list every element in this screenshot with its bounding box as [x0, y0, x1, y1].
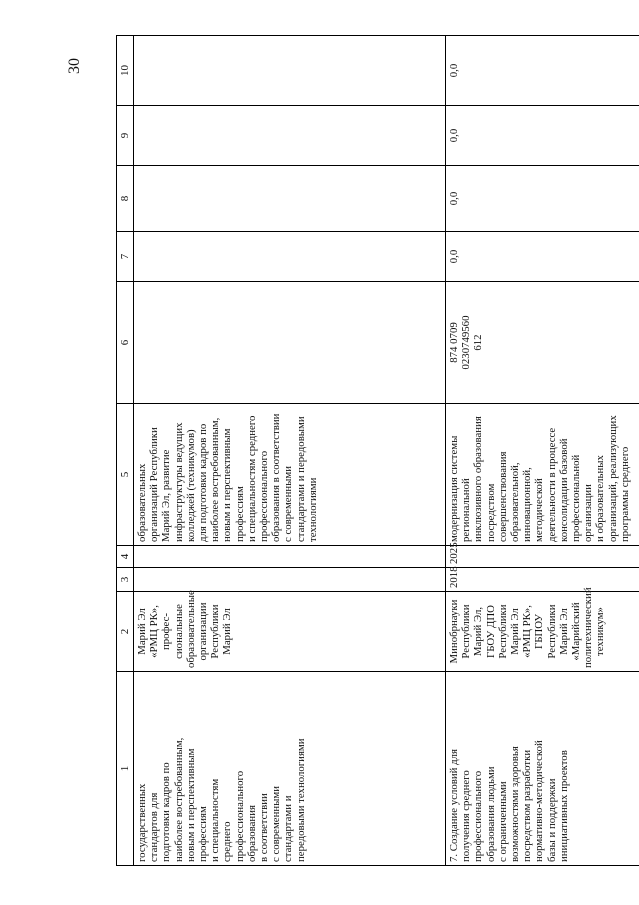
cell-text-line: с ограниченными — [496, 781, 509, 862]
cell-text-line: «Марийский — [570, 602, 583, 661]
col-header-5: 5 — [117, 404, 134, 546]
cell-value-10 — [134, 36, 446, 106]
cell-text-line: ГБОУ ДПО — [484, 605, 497, 658]
cell-end-year — [134, 546, 446, 568]
cell-text-line: профессионального — [233, 770, 246, 862]
cell-text-line: образовательных — [136, 463, 148, 542]
cell-text-line: с современными — [270, 785, 283, 862]
cell-text-line: и специальностям среднего — [245, 415, 258, 542]
cell-text-line: новым и перспективным — [184, 748, 197, 862]
cell-text-line: ГБПОУ — [533, 613, 546, 650]
col-header-3: 3 — [117, 568, 134, 592]
cell-text-line: подготовки кадров по — [160, 762, 173, 862]
cell-value-10: 0,0 — [446, 36, 639, 106]
table-row — [134, 36, 446, 866]
cell-text-line: базы и поддержки — [545, 778, 558, 862]
cell-text-line: профессионального — [258, 450, 271, 542]
cell-text-line: методической — [533, 478, 546, 542]
cell-text-line: и образовательных — [594, 455, 607, 542]
cell-text-line: образования людьми — [484, 766, 497, 862]
cell-text-line: государственных — [136, 783, 148, 862]
cell-text-line: инновационной, — [521, 467, 534, 542]
cell-text-line: Республики — [545, 604, 558, 659]
col-header-9: 9 — [117, 106, 134, 166]
header-row — [117, 36, 134, 866]
cell-value-7: 0,0 — [446, 232, 639, 282]
cell-result — [134, 404, 446, 546]
page-number: 30 — [66, 58, 83, 74]
cell-text-line: наиболее востребованным, — [172, 737, 185, 862]
cell-text-line: посредством — [484, 483, 497, 542]
col-header-4: 4 — [117, 546, 134, 568]
cell-text-line: стандартами и — [282, 795, 295, 862]
cell-text-line: Марий Эл, развитие — [160, 449, 173, 542]
cell-start-year: 2018 — [446, 568, 639, 592]
cell-text-line: стандартами и передовыми — [294, 416, 307, 542]
cell-text-line: получения среднего — [460, 770, 473, 862]
cell-text-line: наиболее востребованным, — [209, 417, 222, 542]
cell-text-line: 0230749560 — [460, 315, 473, 370]
cell-text-line: сиональные — [172, 604, 185, 659]
cell-text-line: программы среднего — [618, 446, 631, 542]
cell-text-line: передовыми технологиями — [294, 738, 307, 862]
cell-text-line: колледжей (техникумов) — [184, 429, 197, 542]
cell-text-line: Марий Эл — [509, 608, 522, 655]
col-header-8: 8 — [117, 166, 134, 232]
cell-text-line: Марий Эл — [221, 608, 234, 655]
cell-text-line: «РМЦ РК», — [148, 605, 161, 658]
cell-text-line: организации — [197, 602, 210, 661]
cell-text-line: посредством разработки — [521, 749, 534, 862]
cell-text-line: техникум» — [594, 607, 607, 656]
cell-value-7 — [134, 232, 446, 282]
cell-text-line: возможностями здоровья — [509, 746, 522, 862]
cell-text-line: и специальностям — [209, 778, 222, 862]
cell-text-line: образования — [245, 805, 258, 862]
cell-end-year: 2025 — [446, 546, 639, 568]
cell-text-line: Марий Эл — [557, 608, 570, 655]
cell-text-line: консолидации базовой — [557, 438, 570, 542]
cell-text-line: 874 0709 — [448, 322, 460, 363]
cell-text-line: нормативно-методической — [533, 740, 546, 862]
cell-text-line: организаций Республики — [148, 427, 161, 542]
cell-text-line: Марий Эл, — [472, 606, 485, 657]
cell-text-line: 612 — [472, 334, 485, 351]
cell-text-line: совершенствования — [496, 451, 509, 542]
cell-text-line: профессиям — [233, 486, 246, 542]
cell-text-line: деятельности в процессе — [545, 427, 558, 542]
col-header-7: 7 — [117, 232, 134, 282]
cell-text-line: модернизация системы — [448, 435, 460, 542]
rotated-table-container — [116, 36, 631, 866]
cell-value-9 — [134, 106, 446, 166]
cell-text-line: среднего — [221, 821, 234, 862]
cell-activity — [134, 672, 446, 866]
cell-text-line: технологиями — [306, 477, 319, 542]
cell-text-line: для подготовки кадров по — [197, 423, 210, 542]
cell-text-line: профессионального — [472, 770, 485, 862]
cell-text-line: политехнический — [582, 587, 595, 668]
cell-start-year — [134, 568, 446, 592]
cell-result — [446, 404, 639, 546]
cell-executor — [446, 587, 639, 672]
cell-text-line: с современными — [282, 465, 295, 542]
cell-text-line: в соответствии — [258, 793, 271, 862]
cell-text-line: Республики — [460, 604, 473, 659]
cell-text-line: инклюзивного образования — [472, 416, 485, 542]
cell-text-line: Республики — [496, 604, 509, 659]
cell-text-line: инициативных проектов — [557, 750, 570, 862]
cell-value-8: 0,0 — [446, 166, 639, 232]
cell-text-line: организаций, реализующих — [606, 415, 619, 542]
col-header-6: 6 — [117, 282, 134, 404]
cell-text-line: региональной — [460, 478, 473, 542]
cell-text-line: новым и перспективным — [221, 428, 234, 542]
cell-text-line: образовательные — [184, 590, 197, 668]
col-header-10: 10 — [117, 36, 134, 106]
cell-activity — [446, 672, 639, 866]
cell-executor — [134, 592, 446, 672]
col-header-1: 1 — [117, 672, 134, 866]
cell-text-line: Марий Эл — [136, 608, 148, 655]
cell-value-8 — [134, 166, 446, 232]
cell-text-line: образовательной, — [509, 462, 522, 542]
cell-text-line: профессиональной — [570, 454, 583, 542]
cell-text-line: «РМЦ РК», — [521, 605, 534, 658]
cell-text-line: Республики — [209, 604, 222, 659]
cell-text-line: профессиям — [197, 806, 210, 862]
cell-text-line: инфраструктуры ведущих — [172, 422, 185, 542]
cell-text-line: образования в соответствии — [270, 413, 283, 542]
col-header-2: 2 — [117, 592, 134, 672]
cell-text-line: профес- — [160, 612, 173, 651]
table-row — [446, 36, 639, 866]
cell-text-line: стандартов для — [148, 792, 161, 862]
cell-text-line: 7. Создание условий для — [448, 749, 460, 862]
cell-text-line: Минобрнауки — [448, 599, 460, 664]
cell-text-line: организации — [582, 484, 595, 542]
cell-budget-code — [446, 282, 639, 404]
cell-value-9: 0,0 — [446, 106, 639, 166]
program-table — [116, 35, 639, 866]
cell-budget-code — [134, 282, 446, 404]
